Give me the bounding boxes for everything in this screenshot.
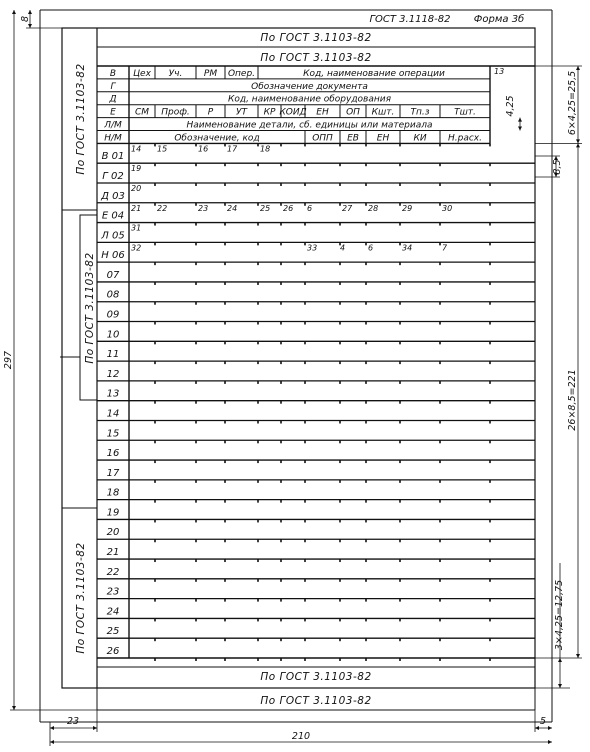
row-code: 18 bbox=[106, 487, 120, 499]
column-number: 34 bbox=[402, 243, 413, 253]
header-cell-label: Код, наименование оборудования bbox=[227, 94, 392, 105]
arrow-icon bbox=[558, 658, 562, 662]
standard-number: ГОСТ 3.1118-82 bbox=[369, 14, 451, 25]
column-number: 19 bbox=[131, 164, 142, 174]
ref-label-top-outer: По ГОСТ 3.1103-82 bbox=[260, 32, 372, 44]
arrow-icon bbox=[576, 139, 580, 143]
arrow-icon bbox=[535, 726, 539, 730]
ref-label-strip-middle: По ГОСТ 3.1103-82 bbox=[84, 252, 96, 364]
row-code: 16 bbox=[106, 448, 120, 460]
column-number: 7 bbox=[442, 243, 448, 253]
arrow-icon bbox=[12, 10, 16, 14]
arrow-icon bbox=[28, 24, 32, 28]
row-code: 15 bbox=[106, 428, 120, 440]
header-cell-label: Уч. bbox=[168, 68, 183, 79]
header-row-code: Л/М bbox=[104, 120, 122, 131]
column-number: 17 bbox=[227, 144, 238, 154]
arrow-icon bbox=[576, 143, 580, 147]
column-number: 32 bbox=[131, 243, 142, 253]
dim-row-height: 8,5 bbox=[552, 159, 563, 175]
column-number: 22 bbox=[157, 203, 168, 213]
ref-label-strip-bottom: По ГОСТ 3.1103-82 bbox=[75, 542, 87, 654]
header-cell-label: РМ bbox=[203, 68, 218, 79]
header-cell-label: ЕН bbox=[376, 133, 390, 144]
header-cell-label: Проф. bbox=[161, 107, 190, 118]
row-code: 17 bbox=[106, 467, 120, 479]
column-number: 31 bbox=[131, 223, 142, 233]
row-code: 25 bbox=[106, 626, 120, 638]
header-row-code: Д bbox=[109, 94, 117, 105]
column-number: 23 bbox=[198, 203, 209, 213]
arrow-icon bbox=[12, 706, 16, 710]
header-cell-label: СМ bbox=[134, 107, 150, 118]
column-number: 30 bbox=[442, 203, 453, 213]
header-cell-label: Обозначение, код bbox=[174, 133, 260, 144]
ref-label-top-inner: По ГОСТ 3.1103-82 bbox=[260, 52, 372, 64]
header-row-code: Е bbox=[110, 107, 116, 118]
ref-label-strip-top: По ГОСТ 3.1103-82 bbox=[75, 63, 87, 175]
dim-footer-rows: 3×4,25=12,75 bbox=[554, 579, 565, 651]
column-number: 24 bbox=[227, 203, 238, 213]
row-code: 12 bbox=[106, 368, 120, 380]
arrow-icon bbox=[554, 156, 558, 160]
arrow-icon bbox=[50, 726, 54, 730]
row-code: 09 bbox=[106, 309, 120, 321]
header-cell-label: Тшт. bbox=[454, 107, 476, 118]
column-number: 33 bbox=[307, 243, 318, 253]
dim-width: 210 bbox=[291, 731, 311, 742]
column-number: 27 bbox=[342, 203, 353, 213]
header-cell-label: Наименование детали, сб. единицы или материала bbox=[186, 120, 433, 131]
header-cell-label: КИ bbox=[413, 133, 427, 144]
row-code: 23 bbox=[106, 586, 120, 598]
row-code: Е 04 bbox=[101, 210, 125, 222]
column-number: 26 bbox=[283, 203, 294, 213]
header-cell-label: Опер. bbox=[227, 68, 256, 79]
arrow-icon bbox=[518, 127, 522, 131]
row-code: 21 bbox=[106, 547, 120, 559]
row-code: 11 bbox=[106, 349, 120, 361]
row-code: Д 03 bbox=[101, 190, 125, 202]
header-cell-label: КОИД bbox=[279, 107, 307, 118]
text-layer bbox=[3, 13, 578, 742]
header-cell-label: Тп.з bbox=[410, 107, 430, 118]
column-number: 29 bbox=[402, 203, 413, 213]
arrow-icon bbox=[548, 726, 552, 730]
dim-left-margin: 23 bbox=[66, 716, 80, 727]
dim-right-margin: 5 bbox=[539, 716, 547, 727]
column-number: 21 bbox=[131, 203, 142, 213]
dim-height: 297 bbox=[3, 350, 14, 370]
row-code: Г 02 bbox=[102, 170, 124, 182]
header-row-code: Н/М bbox=[104, 133, 122, 144]
column-number: 16 bbox=[198, 144, 209, 154]
arrow-icon bbox=[93, 726, 97, 730]
row-code: Л 05 bbox=[101, 230, 125, 242]
dim-body-rows: 26×8,5=221 bbox=[567, 369, 578, 431]
arrow-icon bbox=[50, 740, 54, 744]
row-code: В 01 bbox=[101, 151, 125, 163]
header-cell-label: ЕВ bbox=[347, 133, 359, 144]
dim-header-row-height: 4,25 bbox=[505, 95, 516, 117]
row-code: 19 bbox=[106, 507, 120, 519]
header-cell-label: Кшт. bbox=[371, 107, 395, 118]
dim-top-margin: 8 bbox=[20, 15, 31, 23]
column-number: 13 bbox=[494, 67, 505, 76]
column-number: 6 bbox=[307, 203, 313, 213]
header-cell-label: Н.расх. bbox=[448, 133, 482, 144]
row-code: 08 bbox=[106, 289, 120, 301]
row-code: 10 bbox=[106, 329, 120, 341]
ref-label-bottom-outer: По ГОСТ 3.1103-82 bbox=[260, 695, 372, 707]
row-code: Н 06 bbox=[101, 250, 125, 262]
header-cell-label: Р bbox=[207, 107, 214, 118]
header-row-code: В bbox=[109, 68, 117, 79]
column-number: 20 bbox=[131, 183, 142, 193]
column-number: 4 bbox=[340, 243, 346, 253]
header-cell-label: Цех bbox=[133, 68, 151, 79]
row-code: 26 bbox=[106, 646, 120, 657]
header-cell-label: Обозначение документа bbox=[251, 81, 368, 92]
header-cell-label: Код, наименование операции bbox=[303, 68, 445, 79]
header-cell-label: ОП bbox=[346, 107, 360, 118]
row-code: 20 bbox=[106, 527, 120, 539]
arrow-icon bbox=[576, 654, 580, 658]
column-number: 18 bbox=[260, 144, 271, 154]
dim-header-rows: 6×4,25=25,5 bbox=[567, 70, 578, 136]
column-number: 14 bbox=[131, 144, 142, 154]
column-number: 28 bbox=[368, 203, 379, 213]
form-number: Форма 3б bbox=[473, 14, 525, 25]
header-cell-label: КР bbox=[263, 107, 276, 118]
header-row-code: Г bbox=[110, 81, 116, 92]
column-number: 6 bbox=[368, 243, 374, 253]
header-cell-label: ЕН bbox=[316, 107, 329, 118]
row-code: 13 bbox=[106, 388, 120, 400]
arrow-icon bbox=[576, 66, 580, 70]
row-code: 07 bbox=[106, 269, 120, 281]
arrow-icon bbox=[548, 740, 552, 744]
arrow-icon bbox=[558, 684, 562, 688]
header-cell-label: ОПП bbox=[312, 133, 333, 144]
row-code: 22 bbox=[106, 566, 120, 578]
arrow-icon bbox=[28, 10, 32, 14]
column-number: 15 bbox=[157, 144, 168, 154]
row-code: 14 bbox=[106, 408, 120, 420]
column-number: 25 bbox=[260, 203, 271, 213]
header-cell-label: УТ bbox=[236, 107, 247, 118]
row-code: 24 bbox=[106, 606, 120, 618]
arrow-icon bbox=[518, 118, 522, 122]
ref-label-bottom-inner: По ГОСТ 3.1103-82 bbox=[260, 671, 372, 683]
